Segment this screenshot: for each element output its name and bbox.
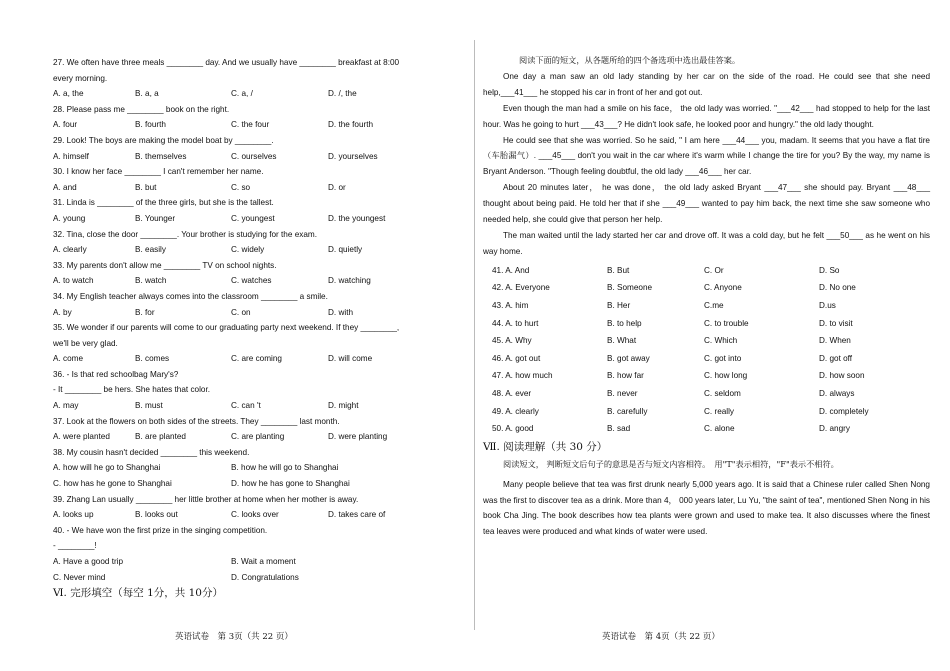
question-stem: we'll be very glad. — [53, 338, 118, 348]
answer-option: C. how has he gone to Shanghai — [53, 479, 172, 489]
answer-option: A. Have a good trip — [53, 557, 124, 566]
passage-paragraph: He could see that she was worried. So he said, " I am here ___44___ you, madam. It seems that you have a flat tire（车胎漏气）. ___45___ don't you wait in the car where it's warm while I change the tire for you? By the way, my name is Bryant Anderson. "Though feeling doubtful, the old lady ___46___ her car. — [483, 135, 930, 177]
answer-option: 46. A. got out — [492, 353, 541, 363]
question-stem: 28. Please pass me ________ book on the right. — [53, 104, 230, 114]
answer-option: 48. A. ever — [492, 388, 532, 398]
answer-option: B. Wait a moment — [231, 557, 296, 566]
cloze-instruction: 阅读下面的短文，从各题所给的四个备选项中选出最佳答案。 — [519, 56, 741, 65]
option-row — [483, 420, 930, 438]
answer-option: B. but — [135, 182, 157, 192]
question-stem: 39. Zhang Lan usually ________ her little brother at home when her mother is away. — [53, 494, 359, 504]
option-row — [483, 297, 930, 315]
answer-option: C. Or — [704, 265, 724, 275]
answer-option: C. are coming — [231, 354, 282, 364]
question-stem: 33. My parents don't allow me ________ TV on school nights. — [53, 260, 277, 270]
answer-option: C. got into — [704, 353, 742, 363]
answer-option: A. four — [53, 120, 78, 130]
passage-paragraph: The man waited until the lady started her car and drove off. It was a cold day, but he felt ___50___ as he went on his way home. — [483, 230, 930, 256]
answer-option: B. fourth — [135, 120, 166, 130]
answer-option: B. must — [135, 401, 163, 411]
answer-option: 49. A. clearly — [492, 406, 539, 416]
answer-option: B. never — [607, 388, 638, 398]
answer-option: 42. A. Everyone — [492, 283, 550, 293]
question-stem: 38. My cousin hasn't decided ________ this weekend. — [53, 447, 250, 457]
answer-option: D. angry — [819, 424, 850, 434]
answer-option: C. looks over — [231, 510, 279, 520]
reading-instruction: 阅读短文， 判断短文后句子的意思是否与短文内容相符。 用"T"表示相符，"F"表示不相符。 — [503, 458, 839, 469]
answer-option: D. always — [819, 388, 855, 398]
answer-option: D. with — [328, 307, 354, 317]
answer-option: B. for — [135, 307, 155, 317]
option-row — [483, 367, 930, 385]
answer-option: 45. A. Why — [492, 336, 532, 346]
answer-option: B. themselves — [135, 151, 187, 161]
question-item — [53, 523, 453, 585]
answer-option: B. how far — [607, 371, 644, 381]
answer-option: A. to watch — [53, 276, 94, 286]
question-item — [53, 102, 453, 133]
option-row — [53, 460, 453, 476]
question-list — [53, 55, 453, 585]
cloze-options — [483, 262, 930, 438]
question-stem: every morning. — [53, 73, 108, 83]
option-row — [483, 315, 930, 333]
question-item — [53, 258, 453, 289]
answer-option: D. to visit — [819, 318, 853, 328]
answer-option: C. youngest — [231, 213, 275, 223]
question-item — [53, 164, 453, 195]
answer-option: C. seldom — [704, 388, 741, 398]
answer-option: A. by — [53, 307, 72, 317]
question-item — [53, 133, 453, 164]
answer-option: B. Her — [607, 300, 631, 310]
answer-option: B. What — [607, 336, 637, 346]
answer-option: B. Younger — [135, 213, 176, 223]
question-item — [53, 414, 453, 445]
question-stem: 37. Look at the flowers on both sides of the streets. They ________ last month. — [53, 416, 340, 426]
question-item — [53, 320, 453, 367]
answer-option: A. how will he go to Shanghai — [53, 463, 161, 473]
answer-option: D. or — [328, 182, 346, 192]
question-stem: - It ________ be hers. She hates that color. — [53, 385, 211, 395]
answer-option: D. So — [819, 265, 840, 275]
page-footer: 英语试卷 第 3页（共 22 页） — [175, 632, 293, 642]
passage-paragraph: Even though the man had a smile on his face， the old lady was worried. "___42___ had stopped to help for the last hour. Was he going to hurt ___43___? He didn't look safe, he looked poor and hungry." the old lady thought. — [483, 103, 930, 129]
answer-option: C. so — [231, 182, 251, 192]
answer-option: B. sad — [607, 424, 631, 434]
page-footer: 英语试卷 第 4页（共 22 页） — [602, 632, 720, 642]
option-row — [53, 351, 453, 367]
option-row — [483, 350, 930, 368]
option-row — [483, 262, 930, 280]
answer-option: B. a, a — [135, 89, 159, 99]
passage-paragraph: About 20 minutes later， he was done， the old lady asked Bryant ___47___ she should pay. Bryant ___48___ thought about being paid. He told her that if she ___49___ wanted to pay him back, the next time she saw someone who needed help, she could give that person her help. — [483, 183, 930, 225]
answer-option: 44. A. to hurt — [492, 318, 539, 328]
answer-option: C. widely — [231, 245, 265, 255]
option-row — [53, 305, 453, 321]
answer-option: B. are planted — [135, 432, 186, 442]
question-item — [53, 367, 453, 414]
answer-option: D. might — [328, 401, 359, 411]
question-stem: 36. - Is that red schoolbag Mary's? — [53, 369, 179, 379]
answer-option: D. /, the — [328, 89, 357, 99]
option-row — [53, 117, 453, 133]
answer-option: D. quietly — [328, 245, 363, 255]
option-row — [53, 242, 453, 258]
answer-option: D. takes care of — [328, 510, 386, 520]
answer-option: D. yourselves — [328, 151, 378, 161]
answer-option: C. to trouble — [704, 318, 749, 328]
answer-option: C. how long — [704, 371, 748, 381]
option-row — [53, 507, 453, 523]
question-item — [53, 195, 453, 226]
answer-option: C. Which — [704, 336, 738, 346]
question-stem: 40. - We have won the first prize in the singing competition. — [53, 525, 268, 535]
question-stem: 32. Tina, close the door ________. Your brother is studying for the exam. — [53, 229, 317, 239]
answer-option: A. a, the — [53, 89, 84, 99]
answer-option: D. the fourth — [328, 120, 374, 130]
question-stem: 30. I know her face ________ I can't remember her name. — [53, 167, 264, 177]
answer-option: A. may — [53, 401, 79, 411]
answer-option: B. carefully — [607, 406, 648, 416]
page-4 — [475, 0, 950, 671]
option-row — [53, 149, 453, 165]
answer-option: A. and — [53, 182, 77, 192]
answer-option: C. are planting — [231, 432, 285, 442]
answer-option: B. comes — [135, 354, 170, 364]
answer-option: 47. A. how much — [492, 371, 553, 381]
option-row — [53, 570, 453, 586]
question-item — [53, 445, 453, 492]
question-item — [53, 227, 453, 258]
option-row — [53, 273, 453, 289]
option-row — [483, 332, 930, 350]
answer-option: A. himself — [53, 151, 89, 161]
question-item — [53, 289, 453, 320]
passage-paragraph: One day a man saw an old lady standing by her car on the side of the road. He could see that she need help,___41___ he stopped his car in front of her and got out. — [483, 71, 930, 97]
answer-option: D. completely — [819, 406, 869, 416]
answer-option: A. clearly — [53, 245, 87, 255]
answer-option: C. really — [704, 406, 735, 416]
question-stem: 35. We wonder if our parents will come to our graduating party next weekend. If they ________, — [53, 323, 400, 333]
answer-option: 41. A. And — [492, 265, 530, 275]
answer-option: C. on — [231, 307, 251, 317]
reading-passage: Many people believe that tea was first drunk nearly 5,000 years ago. It is said that a Chinese ruler called Shen Nong was the first to discover tea as a drink. More than 4， 000 years later, Lu Yu, "the saint of tea", mentioned Shen Nong in his book Cha Jing. The book describes how tea plants were grown and used to make tea. It also discusses where the finest tea leaves were produced and what kinds of water were used. — [483, 479, 930, 537]
cloze-passage — [483, 69, 930, 260]
question-item — [53, 55, 453, 102]
option-row — [53, 554, 453, 570]
answer-option: C. watches — [231, 276, 272, 286]
question-stem: 31. Linda is ________ of the three girls, but she is the tallest. — [53, 198, 274, 208]
answer-option: C. Anyone — [704, 283, 742, 293]
answer-option: C.me — [704, 300, 724, 310]
answer-option: B. looks out — [135, 510, 178, 520]
answer-option: D. were planting — [328, 432, 388, 442]
answer-option: A. come — [53, 354, 84, 364]
answer-option: C. alone — [704, 424, 735, 434]
answer-option: B. Someone — [607, 283, 653, 293]
question-stem: - ________! — [53, 541, 97, 551]
answer-option: C. a, / — [231, 89, 253, 99]
option-row — [483, 279, 930, 297]
question-stem: 34. My English teacher always comes into the classroom ________ a smile. — [53, 291, 328, 301]
answer-option: D. how he has gone to Shanghai — [231, 479, 350, 489]
answer-option: B. easily — [135, 245, 166, 255]
answer-option: D.us — [819, 300, 836, 310]
option-row — [53, 398, 453, 414]
answer-option: A. looks up — [53, 510, 94, 520]
option-row — [483, 403, 930, 421]
section-title-reading: Ⅶ. 阅读理解（共 30 分） — [483, 440, 608, 453]
section-title-cloze: Ⅵ. 完形填空（每空 1分，共 10分） — [53, 587, 223, 600]
answer-option: D. watching — [328, 276, 371, 286]
option-row — [53, 476, 453, 492]
answer-option: B. watch — [135, 276, 167, 286]
answer-option: B. how he will go to Shanghai — [231, 463, 339, 473]
answer-option: C. ourselves — [231, 151, 277, 161]
answer-option: D. will come — [328, 354, 373, 364]
answer-option: B. got away — [607, 353, 650, 363]
option-row — [53, 211, 453, 227]
answer-option: C. can 't — [231, 401, 261, 411]
question-stem: 27. We often have three meals ________ day. And we usually have ________ breakfast at 8:00 — [53, 58, 400, 67]
option-row — [53, 429, 453, 445]
answer-option: A. young — [53, 213, 86, 223]
question-item — [53, 492, 453, 523]
answer-option: 43. A. him — [492, 300, 529, 310]
option-row — [53, 86, 453, 102]
answer-option: D. how soon — [819, 371, 865, 381]
option-row — [483, 385, 930, 403]
answer-option: B. to help — [607, 318, 642, 328]
question-stem: 29. Look! The boys are making the model boat by ________. — [53, 135, 274, 145]
answer-option: B. But — [607, 265, 630, 275]
answer-option: C. the four — [231, 120, 270, 130]
option-row — [53, 180, 453, 196]
answer-option: 50. A. good — [492, 424, 534, 434]
answer-option: D. the youngest — [328, 213, 386, 223]
answer-option: C. Never mind — [53, 572, 106, 582]
answer-option: A. were planted — [53, 432, 110, 442]
answer-option: D. got off — [819, 353, 853, 363]
answer-option: D. Congratulations — [231, 572, 299, 582]
answer-option: D. When — [819, 336, 851, 346]
answer-option: D. No one — [819, 283, 856, 293]
